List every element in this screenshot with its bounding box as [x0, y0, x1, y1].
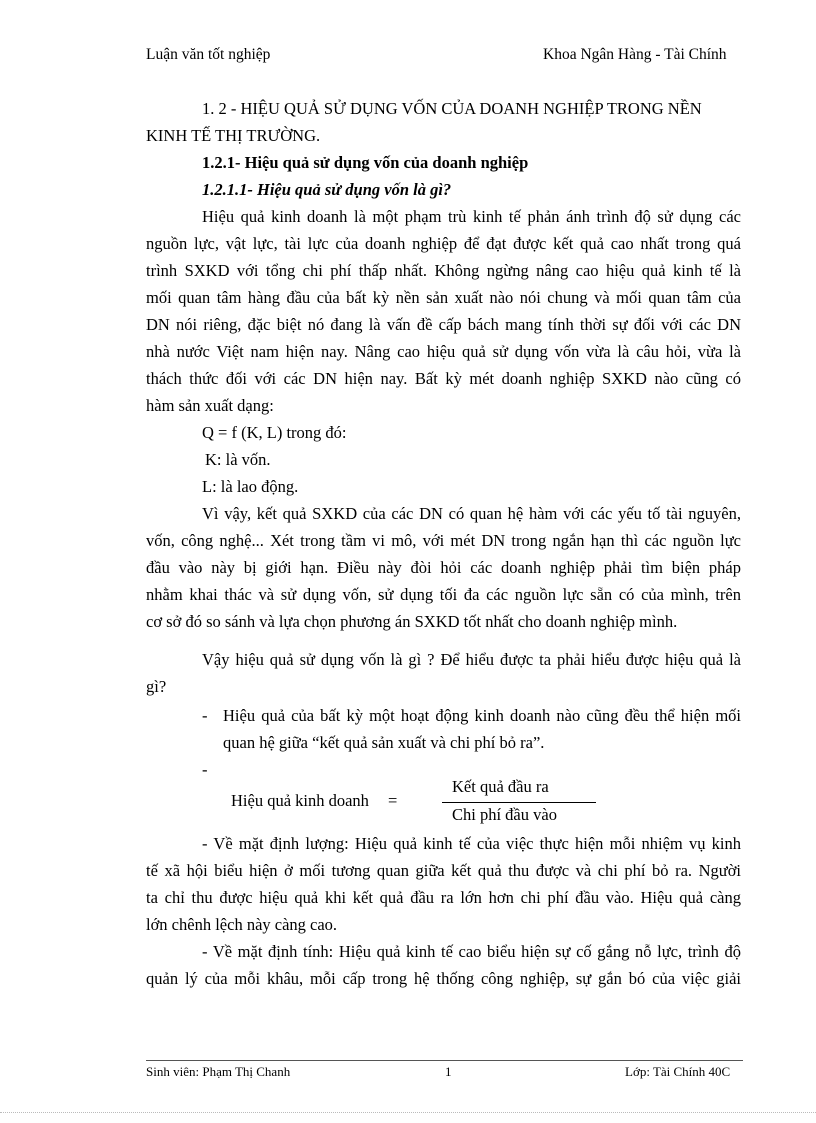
para1-line: trình SXKD với tổng chi phí thấp nhất. Không ngừng nâng cao hiệu quả kinh tế là [146, 261, 741, 280]
para5-line: - Về mặt định tính: Hiệu quả kinh tế cao biểu hiện sự cố gắng nỗ lực, trình độ [202, 942, 741, 961]
section-title-line1: 1. 2 - HIỆU QUẢ SỬ DỤNG VỐN CỦA DOANH NGHIỆP TRONG NỀN [202, 99, 702, 118]
para3-line: Vậy hiệu quả sử dụng vốn là gì ? Để hiểu được ta phải hiểu được hiệu quả là [202, 650, 741, 669]
para5-line: quản lý của mỗi khâu, mỗi cấp trong hệ thống công nghiệp, sự gắn bó của việc giải [146, 969, 741, 988]
page-bottom-edge [0, 1112, 816, 1113]
para1-line: nhà nước Việt nam hiện nay. Nâng cao hiệu quả sử dụng vốn vừa là câu hỏi, vừa là [146, 342, 741, 361]
para4-line: - Về mặt định lượng: Hiệu quả kinh tế của việc thực hiện mỗi nhiệm vụ kinh [202, 834, 741, 853]
formula-k: K: là vốn. [205, 450, 271, 469]
para2-line: vốn, công nghệ... Xét trong tầm vi mô, với mét DN trong ngắn hạn thì các nguồn lực [146, 531, 741, 550]
para3-line: gì? [146, 677, 167, 696]
formula-l: L: là lao động. [202, 477, 299, 496]
empty-bullet-dash: - [202, 760, 208, 779]
para1-line: DN nói riêng, đặc biệt nó đang là vấn đề cấp bách mang tính thời sự đối với các DN [146, 315, 741, 334]
footer-right: Lớp: Tài Chính 40C [625, 1064, 731, 1079]
bullet-dash: - [202, 706, 208, 725]
formula-line: Q = f (K, L) trong đó: [202, 423, 347, 442]
para2-line: đầu vào này bị giới hạn. Điều này đòi hỏi các doanh nghiệp phải tìm biện pháp [146, 558, 741, 577]
equation-equals: = [388, 791, 398, 810]
section-title-line2: KINH TẾ THỊ TRƯỜNG. [146, 126, 321, 145]
para2-line: Vì vậy, kết quả SXKD của các DN có quan hệ hàm với các yếu tố tài nguyên, [202, 504, 741, 523]
heading-1-2-1-1: 1.2.1.1- Hiệu quả sử dụng vốn là gì? [202, 180, 452, 199]
para1-line: thách thức đối với các DN hiện nay. Bất kỳ mét doanh nghiệp SXKD nào cũng có [146, 369, 741, 388]
para4-line: ta chỉ thu được hiệu quả khi kết quả đầu ra lớn hơn chi phí đầu vào. Hiệu quả càng [146, 888, 741, 907]
heading-1-2-1: 1.2.1- Hiệu quả sử dụng vốn của doanh nghiệp [202, 153, 529, 172]
bullet-line2: quan hệ giữa “kết quả sản xuất và chi phí bỏ ra”. [223, 733, 545, 752]
equation-numerator: Kết quả đầu ra [452, 777, 549, 796]
para1-line: mối quan tâm hàng đầu của bất kỳ nền sản xuất nào nói chung và mối quan tâm của [146, 288, 741, 307]
para2-line: nhằm khai thác và sử dụng vốn, sử dụng tối đa các nguồn lực sẵn có của mình, trên [146, 585, 741, 604]
para4-line: tế xã hội biểu hiện ở mối tương quan giữa kết quả thu được và chi phí bỏ ra. Người [146, 861, 741, 880]
footer-left: Sinh viên: Phạm Thị Chanh [146, 1064, 291, 1079]
equation-lhs: Hiệu quả kinh doanh [231, 791, 369, 810]
para1-line: Hiệu quả kinh doanh là một phạm trù kinh tế phản ánh trình độ sử dụng các [202, 207, 741, 226]
header-right: Khoa Ngân Hàng - Tài Chính [543, 46, 727, 63]
para4-line: lớn chênh lệch này càng cao. [146, 915, 338, 934]
page-number: 1 [445, 1064, 452, 1079]
para2-line: cơ sở đó so sánh và lựa chọn phương án SXKD tốt nhất cho doanh nghiệp mình. [146, 612, 678, 631]
para1-line: hàm sản xuất dạng: [146, 396, 274, 415]
para1-line: nguồn lực, vật lực, tài lực của doanh nghiệp để đạt được kết quả cao nhất trong quá [146, 234, 741, 253]
header-left: Luận văn tốt nghiệp [146, 46, 271, 63]
bullet-line1: Hiệu quả của bất kỳ một hoạt động kinh doanh nào cũng đều thể hiện mối [223, 706, 741, 725]
equation-denominator: Chi phí đầu vào [452, 805, 557, 824]
footer-rule [146, 1060, 743, 1061]
